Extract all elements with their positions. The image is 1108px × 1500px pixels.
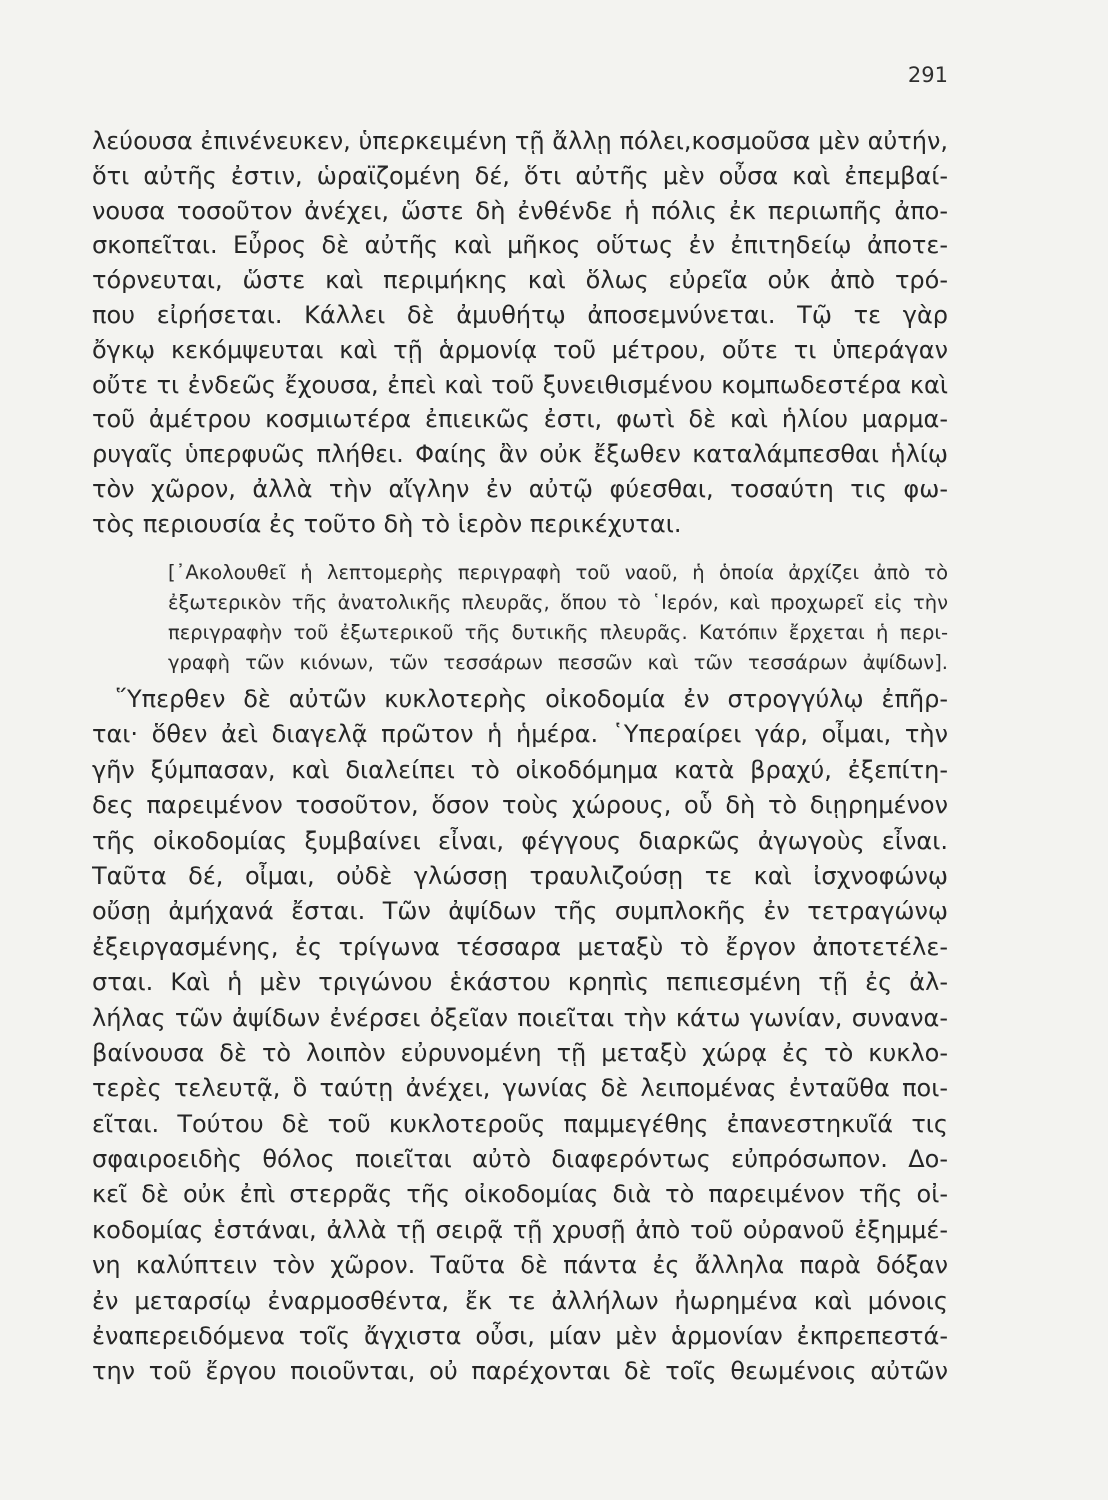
text-line: νη καλύπτειν τὸν χῶρον. Ταῦτα δὲ πάντα ἐς ἄλληλα παρὰ δόξαν [92, 1251, 948, 1280]
note-line: γραφὴ τῶν κιόνων, τῶν τεσσάρων πεσσῶν καὶ τῶν τεσσάρων ἀψίδων]. [168, 651, 948, 674]
text-line: λεύουσα ἐπινένευκεν, ὑπερκειμένη τῇ ἄλλῃ πόλει,κοσμοῦσα μὲν αὐτήν, [92, 127, 948, 155]
text-line: σφαιροειδὴς θόλος ποιεῖται αὐτὸ διαφερόντως εὐπρόσωπον. Δο- [92, 1145, 948, 1174]
text-line: τῆς οἰκοδομίας ξυμβαίνει εἶναι, φέγγους διαρκῶς ἀγωγοὺς εἶναι. [92, 826, 948, 855]
text-line: σται. Καὶ ἡ μὲν τριγώνου ἑκάστου κρηπὶς πεπιεσμένη τῇ ἐς ἀλ- [92, 968, 948, 997]
text-line: οὔσῃ ἀμήχανά ἔσται. Τῶν ἀψίδων τῆς συμπλοκῆς ἐν τετραγώνῳ [92, 897, 948, 926]
text-line: ρυγαῖς ὑπερφυῶς πλήθει. Φαίης ἂν οὐκ ἔξωθεν καταλάμπεσθαι ἡλίῳ [92, 440, 948, 469]
text-line: οὔτε τι ἐνδεῶς ἔχουσα, ἐπεὶ καὶ τοῦ ξυνειθισμένου κομπωδεστέρα καὶ [92, 370, 948, 399]
text-line: βαίνουσα δὲ τὸ λοιπὸν εὐρυνομένη τῇ μεταξὺ χώρᾳ ἐς τὸ κυκλο- [92, 1038, 948, 1067]
text-line: Ταῦτα δέ, οἶμαι, οὐδὲ γλώσσῃ τραυλιζούσῃ τε καὶ ἰσχνοφώνῳ [92, 861, 948, 890]
paragraph-1 [92, 124, 948, 542]
text-line: την τοῦ ἔργου ποιοῦνται, οὐ παρέχονται δὲ τοῖς θεωμένοις αὐτῶν [92, 1357, 948, 1386]
paragraph-2 [92, 682, 948, 1390]
text-line: ὄγκῳ κεκόμψευται καὶ τῇ ἁρμονίᾳ τοῦ μέτρου, οὔτε τι ὑπεράγαν [92, 335, 948, 364]
note-line: [᾿Ακολουθεῖ ἡ λεπτομερὴς περιγραφὴ τοῦ ναοῦ, ἡ ὁποία ἀρχίζει ἀπὸ τὸ [168, 561, 948, 584]
text-line: κεῖ δὲ οὐκ ἐπὶ στερρᾶς τῆς οἰκοδομίας διὰ τὸ παρειμένον τῆς οἰ- [92, 1180, 948, 1209]
text-line: τὸς περιουσία ἐς τοῦτο δὴ τὸ ἱερὸν περικέχυται. [92, 509, 682, 538]
text-line: ῞Υπερθεν δὲ αὐτῶν κυκλοτερὴς οἰκοδομία ἐν στρογγύλῳ ἐπῆρ- [115, 685, 948, 713]
text-line: τόρνευται, ὥστε καὶ περιμήκης καὶ ὅλως εὐρεῖα οὐκ ἀπὸ τρό- [92, 266, 948, 295]
note-line: περιγραφὴν τοῦ ἐξωτερικοῦ τῆς δυτικῆς πλευρᾶς. Κατόπιν ἔρχεται ἡ περι- [168, 621, 948, 644]
text-line: δες παρειμένον τοσοῦτον, ὅσον τοὺς χώρους, οὗ δὴ τὸ διῃρημένον [92, 791, 948, 820]
text-line: εῖται. Τούτου δὲ τοῦ κυκλοτεροῦς παμμεγέθης ἐπανεστηκυῖά τις [92, 1109, 948, 1138]
text-line: τερὲς τελευτᾷ, ὃ ταύτῃ ἀνέχει, γωνίας δὲ λειπομένας ἐνταῦθα ποι- [92, 1074, 948, 1103]
text-line: ἐν μεταρσίῳ ἐναρμοσθέντα, ἔκ τε ἀλλήλων ἠωρημένα καὶ μόνοις [92, 1286, 948, 1315]
text-line: ἐναπερειδόμενα τοῖς ἄγχιστα οὖσι, μίαν μὲν ἁρμονίαν ἐκπρεπεστά- [92, 1322, 948, 1351]
text-line: νουσα τοσοῦτον ἀνέχει, ὥστε δὴ ἐνθένδε ἡ πόλις ἐκ περιωπῆς ἀπο- [92, 196, 948, 225]
page-number: 291 [907, 63, 948, 87]
text-line: γῆν ξύμπασαν, καὶ διαλείπει τὸ οἰκοδόμημα κατὰ βραχύ, ἐξεπίτη- [92, 755, 948, 784]
text-line: σκοπεῖται. Εὖρος δὲ αὐτῆς καὶ μῆκος οὕτως ἐν ἐπιτηδείῳ ἀποτε- [92, 231, 948, 260]
text-line: ὅτι αὐτῆς ἐστιν, ὡραϊζομένη δέ, ὅτι αὐτῆς μὲν οὖσα καὶ ἐπεμβαί- [92, 161, 948, 190]
note-line: ἐξωτερικὸν τῆς ἀνατολικῆς πλευρᾶς, ὅπου τὸ ῾Ιερόν, καὶ προχωρεῖ εἰς τὴν [168, 591, 948, 614]
bracketed-note [168, 558, 948, 678]
text-line: ἐξειργασμένης, ἐς τρίγωνα τέσσαρα μεταξὺ τὸ ἔργον ἀποτετέλε- [92, 932, 948, 961]
text-line: λήλας τῶν ἀψίδων ἐνέρσει ὀξεῖαν ποιεῖται τὴν κάτω γωνίαν, συνανα- [92, 1003, 948, 1032]
text-line: κοδομίας ἑστάναι, ἀλλὰ τῇ σειρᾷ τῇ χρυσῇ ἀπὸ τοῦ οὐρανοῦ ἐξημμέ- [92, 1215, 948, 1244]
text-line: τὸν χῶρον, ἀλλὰ τὴν αἴγλην ἐν αὐτῷ φύεσθαι, τοσαύτη τις φω- [92, 474, 948, 503]
text-line: που εἰρήσεται. Κάλλει δὲ ἀμυθήτῳ ἀποσεμνύνεται. Τῷ τε γὰρ [92, 300, 948, 329]
text-line: ται· ὅθεν ἀεὶ διαγελᾷ πρῶτον ἡ ἡμέρα. ῾Υπεραίρει γάρ, οἶμαι, τὴν [92, 720, 948, 749]
text-line: τοῦ ἀμέτρου κοσμιωτέρα ἐπιεικῶς ἐστι, φωτὶ δὲ καὶ ἡλίου μαρμα- [92, 405, 948, 434]
